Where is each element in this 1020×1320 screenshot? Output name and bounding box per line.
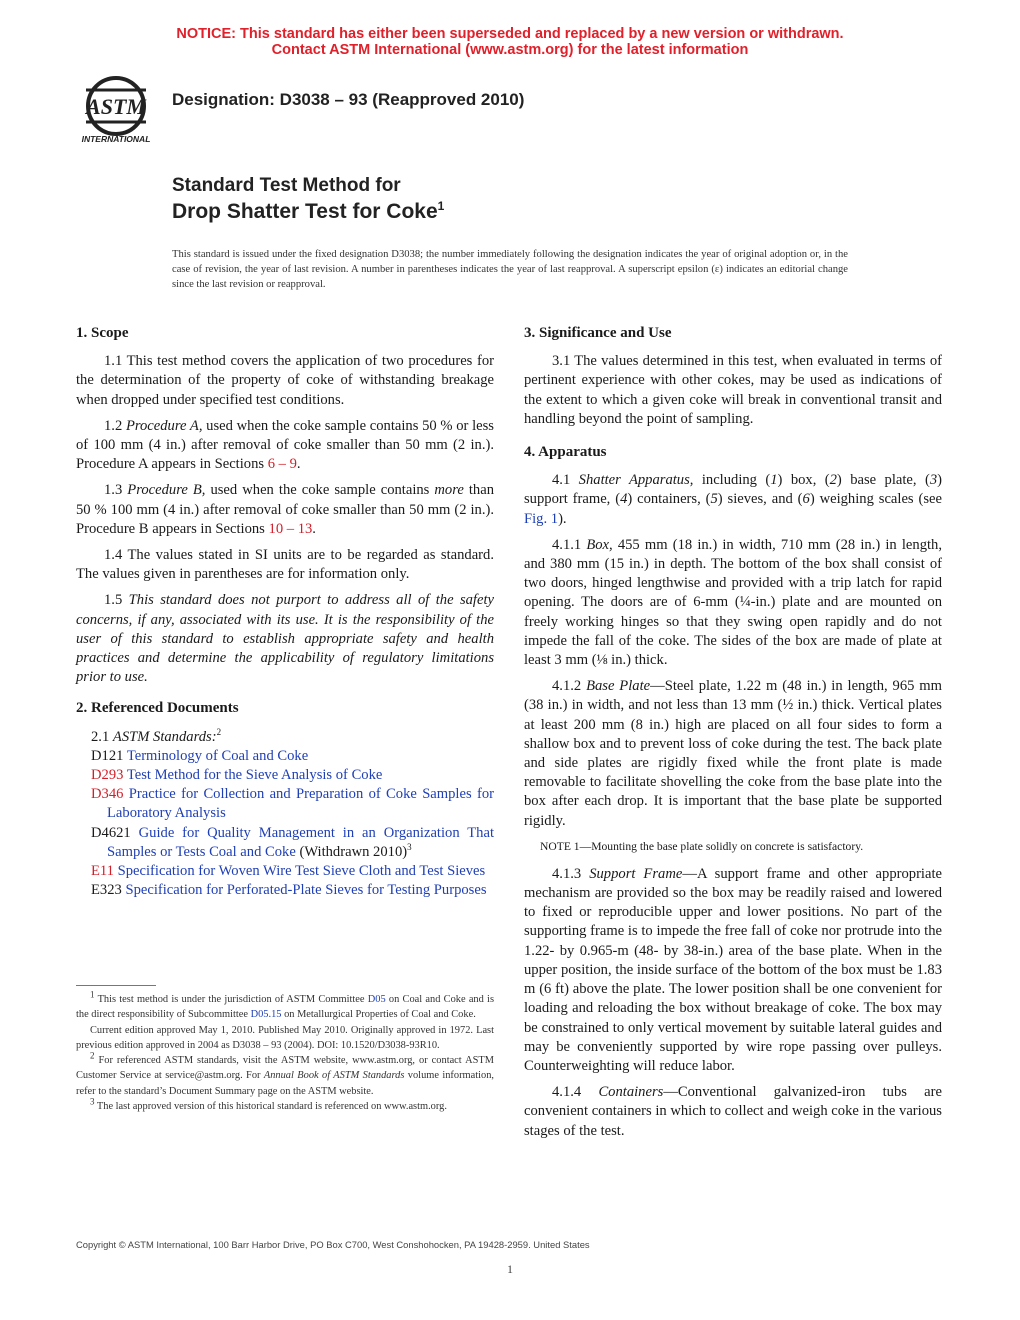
para-2-1: 2.1 ASTM Standards:$^2$ bbox=[91, 726, 222, 745]
designation: Designation: D3038 – 93 (Reapproved 2010) bbox=[172, 90, 525, 109]
ref-d346: D346 Practice for Collection and Preparation of Coke Samples for Laboratory Analysis bbox=[91, 786, 494, 822]
sections-6-9-link[interactable]: 6 – 9 bbox=[267, 456, 297, 473]
notice-line-1: NOTICE: This standard has either been superseded and replaced by a new version or withdrawn. bbox=[176, 26, 844, 42]
d05-link[interactable]: D05 bbox=[367, 994, 386, 1005]
footnote-1-edition: Current edition approved May 1, 2010. Published May 2010. Originally approved in 1972. Last previous edition approved in 2004 as D3038 – 93 (2004). DOI: 10.1520/D3038-93R10. bbox=[76, 1024, 494, 1051]
right-column bbox=[524, 324, 942, 1148]
ref-d346-link[interactable]: Practice for Collection and Preparation of Coke Samples for Laboratory Analysis bbox=[107, 786, 494, 822]
para-1-4: 1.4 The values stated in SI units are to be regarded as standard. The values given in parentheses are for information only. bbox=[76, 547, 494, 583]
significance-heading: 3. Significance and Use bbox=[524, 325, 672, 341]
ref-e323: E323 Specification for Perforated-Plate Sieves for Testing Purposes bbox=[91, 882, 487, 899]
para-4-1-1: 4.1.1 Box, 455 mm (18 in.) in width, 710 mm (28 in.) in length, and 380 mm (15 in.) in depth. The bottom of the box shall consist of two doors, hinged lengthwise and provided with a trip latch for rapid opening. The doors are of 6-mm (¼-in.) plate and are mounted on freely working hinges so that they swing open rapidly and do not impede the fall of the coke. The sides of the box are made of plate at least 3 mm (⅛ in.) thick. bbox=[524, 536, 942, 669]
fig-1-link[interactable]: Fig. 1 bbox=[524, 510, 559, 527]
sections-10-13-link[interactable]: 10 – 13 bbox=[268, 520, 313, 537]
astm-logo bbox=[72, 72, 162, 148]
footnote-3: $^3$ The last approved version of this historical standard is referenced on www.astm.org. bbox=[90, 1096, 447, 1113]
copyright: Copyright © ASTM International, 100 Barr Harbor Drive, PO Box C700, West Conshohocken, PA 19428-2959. United States bbox=[76, 1239, 590, 1250]
astm-logo-caption: INTERNATIONAL bbox=[81, 134, 151, 144]
para-4-1-2: 4.1.2 Base Plate—Steel plate, 1.22 m (48 in.) in length, 965 mm (38 in.) in width, and not less than 13 mm (½ in.) thick. Vertical plates at least 200 mm (8 in.) high are placed on all four sides to form a shallow box and to prevent loss of coke during the test. The back plate and side plates are rigidly fixed while the front plate is made removable to facilitate shovelling the coke from the base plate into the box after each drop. It is important that the base plate be supported rigidly. bbox=[524, 678, 942, 829]
para-4-1-3: 4.1.3 Support Frame—A support frame and other appropriate mechanism are provided so the box may be readily raised and lowered to fixed or reproducible upper and lower positions. No part of the supporting frame is to impede the free fall of coke nor protrude into the 1.22- by 0.965-m (48- by 38-in.) area of the base plate. When in the upper position, the inside surface of the bottom of the box must be 1.83 m (6 ft) above the plate. The lower position shall be one convenient for loading and reloading the box without breakage of coke. The box may be constrained to only vertical movement by suitable lateral guides and may be conveniently supported by wire rope passing over pulleys. Counterweighting will reduce labor. bbox=[524, 865, 943, 1074]
footnote-rule bbox=[76, 985, 156, 986]
para-1-1: 1.1 This test method covers the application of two procedures for the determination of the property of coke of withstanding breakage when dropped under specified test conditions. bbox=[76, 353, 494, 408]
preamble: This standard is issued under the fixed designation D3038; the number immediately following the designation indicates the year of original adoption or, in the case of revision, the year of last revision. A number in parentheses indicates the year of last reapproval. A superscript epsilon (ε) indicates an editorial change since the last revision or reapproval. bbox=[172, 249, 848, 290]
ref-d4621-link[interactable]: Guide for Quality Management in an Organization That Samples or Tests Coal and Coke bbox=[107, 824, 494, 860]
page-number: 1 bbox=[507, 1262, 513, 1276]
ref-d121: D121 Terminology of Coal and Coke bbox=[91, 747, 309, 764]
footnote-2: $^2$ For referenced ASTM standards, visit the ASTM website, www.astm.org, or contact ASTM Customer Service at service@astm.org. For Annual Book of ASTM Standards volume information, refer to the standard’s Document Summary page on the ASTM website. bbox=[76, 1050, 494, 1097]
para-4-1: 4.1 Shatter Apparatus, including (1) box, (2) base plate, (3) support frame, (4) containers, (5) sieves, and (6) weighing scales (see Fig. 1). bbox=[524, 472, 942, 527]
d05-15-link[interactable]: D05.15 bbox=[250, 1009, 282, 1021]
notice-line-2: Contact ASTM International (www.astm.org) for the latest information bbox=[271, 42, 749, 58]
ref-d293: D293 Test Method for the Sieve Analysis of Coke bbox=[91, 767, 383, 784]
para-1-5: 1.5 This standard does not purport to address all of the safety concerns, if any, associated with its use. It is the responsibility of the user of this standard to establish appropriate safety and health practices and determine the applicability of regulatory limitations prior to use. bbox=[76, 592, 494, 686]
footnotes bbox=[76, 989, 494, 1114]
apparatus-heading: 4. Apparatus bbox=[524, 444, 607, 461]
ref-e323-link[interactable]: Specification for Perforated-Plate Sieves for Testing Purposes bbox=[125, 882, 487, 899]
astm-logo-mark: ASTM bbox=[86, 94, 146, 119]
para-4-1-4: 4.1.4 Containers—Conventional galvanized-iron tubs are convenient containers in which to collect and weigh coke in the various stages of the test. bbox=[524, 1084, 942, 1139]
scope-heading: 1. Scope bbox=[76, 325, 129, 341]
ref-d293-link[interactable]: Test Method for the Sieve Analysis of Coke bbox=[126, 767, 383, 784]
note-1: NOTE 1—Mounting the base plate solidly on concrete is satisfactory. bbox=[540, 839, 864, 853]
title-line-2: Drop Shatter Test for Coke$^1$ bbox=[172, 199, 445, 223]
referenced-documents-heading: 2. Referenced Documents bbox=[76, 700, 239, 717]
ref-e11: E11 Specification for Woven Wire Test Sieve Cloth and Test Sieves bbox=[91, 863, 486, 880]
ref-d4621: D4621 Guide for Quality Management in an Organization That Samples or Tests Coal and Coke (Withdrawn 2010)$^3$ bbox=[91, 824, 494, 860]
ref-d121-link[interactable]: Terminology of Coal and Coke bbox=[126, 747, 309, 764]
footnote-1: $^1$ This test method is under the jurisdiction of ASTM Committee D05 on Coal and Coke and is the direct responsibility of Subcommittee D05.15 on Metallurgical Properties of Coal and Coke. bbox=[76, 989, 494, 1021]
left-column bbox=[76, 324, 494, 900]
para-1-2: 1.2 Procedure A, used when the coke sample contains 50 % or less of 100 mm (4 in.) after removal of coke smaller than 50 mm (2 in.). Procedure A appears in Sections 6 – 9. bbox=[76, 417, 494, 473]
ref-e11-link[interactable]: Specification for Woven Wire Test Sieve Cloth and Test Sieves bbox=[117, 863, 486, 880]
para-3-1: 3.1 The values determined in this test, when evaluated in terms of pertinent experience with other cokes, may be used as indications of the extent to which a given coke will break in conventional transit and handling beyond the point of sampling. bbox=[524, 353, 942, 427]
para-1-3: 1.3 Procedure B, used when the coke sample contains more than 50 % 100 mm (4 in.) after removal of coke smaller than 50 mm (2 in.). Procedure B appears in Sections 10 – 13. bbox=[76, 482, 495, 537]
title-line-1: Standard Test Method for bbox=[172, 175, 401, 196]
